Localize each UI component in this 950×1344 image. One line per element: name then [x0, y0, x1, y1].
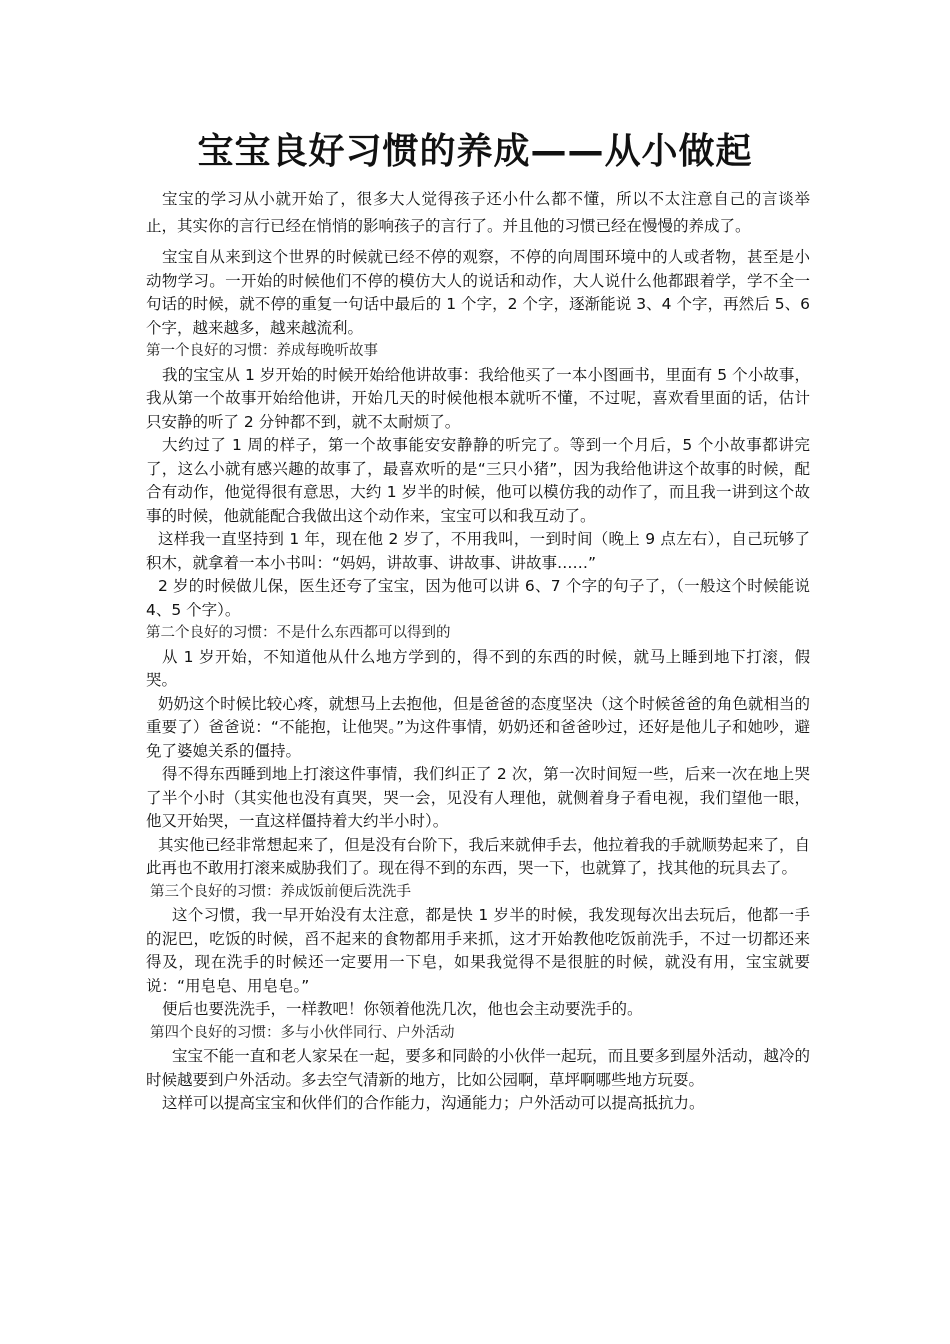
section-heading-1: 第一个良好的习惯：养成每晚听故事	[146, 343, 378, 359]
document-title: 宝宝良好习惯的养成——从小做起	[197, 131, 753, 172]
section-heading-4: 第四个良好的习惯：多与小伙伴同行、户外活动	[150, 1024, 455, 1041]
paragraph: 宝宝自从来到这个世界的时候就已经不停的观察，不停的向周围环境中的人或者物，甚至是小动物学习。一开始的时候他们不停的模仿大人的说话和动作，大人说什么他都跟着学，学不全一句话的时候，就不停的重复一句话中最后的 1 个字，2 个字，逐渐能说 3、4 个字，再然后 5、6 个字，越来越多，越来越流利。	[146, 248, 810, 337]
paragraph: 这样可以提高宝宝和伙伴们的合作能力，沟通能力；户外活动可以提高抵抗力。	[162, 1094, 705, 1112]
paragraph: 大约过了 1 周的样子，第一个故事能安安静静的听完了。等到一个月后，5 个小故事都讲完了，这么小就有感兴趣的故事了，最喜欢听的是“三只小猪”，因为我给他讲这个故事的时候，配合有动作，他觉得很有意思，大约 1 岁半的时候，他可以模仿我的动作了，而且我一讲到这个故事的时候，他就能配合我做出这个动作来，宝宝可以和我互动了。	[146, 436, 810, 525]
paragraph: 这个习惯，我一早开始没有太注意，都是快 1 岁半的时候，我发现每次出去玩后，他都一手的泥巴，吃饭的时候，舀不起来的食物都用手来抓，这才开始教他吃饭前洗手，不过一切都还来得及，现在洗手的时候还一定要用一下皂，如果我觉得不是很脏的时候，就没有用，宝宝就要说：“用皂皂、用皂皂。”	[146, 906, 810, 995]
paragraph: 宝宝不能一直和老人家呆在一起，要多和同龄的小伙伴一起玩，而且要多到屋外活动，越冷的时候越要到户外活动。多去空气清新的地方，比如公园啊，草坪啊哪些地方玩耍。	[146, 1047, 810, 1089]
paragraph: 便后也要洗洗手，一样教吧！你领着他洗几次，他也会主动要洗手的。	[162, 1000, 643, 1018]
paragraph: 2 岁的时候做儿保，医生还夸了宝宝，因为他可以讲 6、7 个字的句子了，（一般这个时候能说 4、5 个字）。	[146, 577, 810, 619]
paragraph: 从 1 岁开始，不知道他从什么地方学到的，得不到的东西的时候，就马上睡到地下打滚，假哭。	[146, 647, 810, 689]
paragraph: 得不得东西睡到地上打滚这件事情，我们纠正了 2 次，第一次时间短一些，后来一次在地上哭了半个小时（其实他也没有真哭，哭一会，见没有人理他，就侧着身子看电视，我们望他一眼，他又开始哭，一直这样僵持着大约半小时）。	[146, 765, 810, 830]
paragraph: 这样我一直坚持到 1 年，现在他 2 岁了，不用我叫，一到时间（晚上 9 点左右），自己玩够了积木，就拿着一本小书叫：“妈妈，讲故事、讲故事、讲故事……”	[146, 530, 810, 572]
section-heading-2: 第二个良好的习惯：不是什么东西都可以得到的	[146, 625, 451, 641]
paragraph-intro: 宝宝的学习从小就开始了，很多大人觉得孩子还小什么都不懂，所以不太注意自己的言谈举止，其实你的言行已经在悄悄的影响孩子的言行了。并且他的习惯已经在慢慢的养成了。	[146, 190, 810, 235]
paragraph: 奶奶这个时候比较心疼，就想马上去抱他，但是爸爸的态度坚决（这个时候爸爸的角色就相当的重要了）爸爸说：“不能抱，让他哭。”为这件事情，奶奶还和爸爸吵过，还好是他儿子和她吵，避免了婆媳关系的僵持。	[146, 694, 810, 760]
paragraph: 我的宝宝从 1 岁开始的时候开始给他讲故事：我给他买了一本小图画书，里面有 5 个小故事，我从第一个故事开始给他讲，开始几天的时候他根本就听不懂，不过呢，喜欢看里面的话，估计只安静的听了 2 分钟都不到，就不太耐烦了。	[146, 365, 810, 431]
document-body	[146, 186, 810, 1116]
paragraph: 其实他已经非常想起来了，但是没有台阶下，我后来就伸手去，他拉着我的手就顺势起来了，自此再也不敢用打滚来威胁我们了。现在得不到的东西，哭一下，也就算了，找其他的玩具去了。	[146, 835, 810, 877]
section-heading-3: 第三个良好的习惯：养成饭前便后洗洗手	[150, 883, 411, 900]
